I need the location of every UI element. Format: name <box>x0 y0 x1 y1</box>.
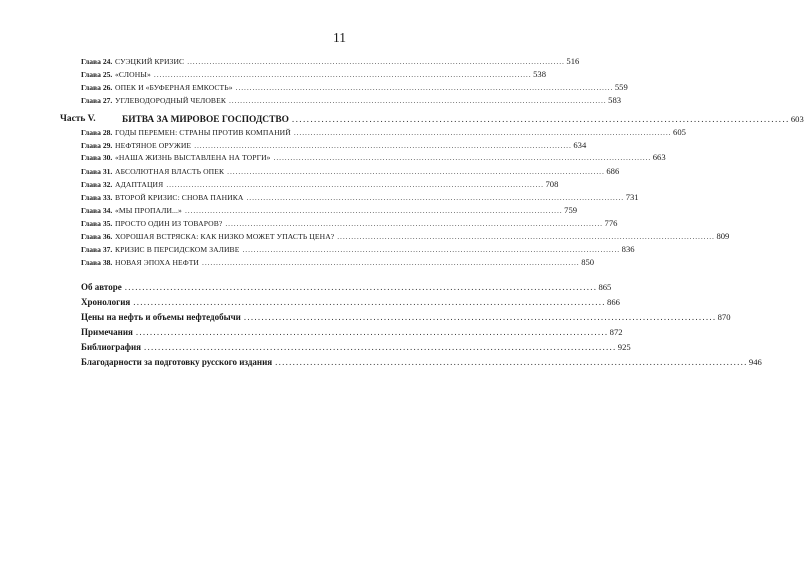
leader-dots <box>275 357 746 367</box>
chapter-page: 583 <box>608 95 622 105</box>
chapter-page: 850 <box>581 257 595 267</box>
toc-chapter-38[interactable] <box>81 257 595 267</box>
chapter-page: 776 <box>604 218 618 228</box>
chapter-title: «МЫ ПРОПАЛИ...» <box>115 206 182 215</box>
chapter-prefix: Глава 24. <box>81 57 113 66</box>
toc-chapter-33[interactable] <box>81 192 639 202</box>
leader-dots <box>144 342 615 352</box>
toc-chapter-36[interactable] <box>81 231 730 241</box>
toc-chapter-25[interactable] <box>81 69 546 79</box>
toc-chapter-37[interactable] <box>81 244 635 254</box>
toc-chapter-27[interactable] <box>81 95 622 105</box>
chapter-title: ХОРОШАЯ ВСТРЯСКА: КАК НИЗКО МОЖЕТ УПАСТЬ ЦЕНА? <box>115 232 335 241</box>
leader-dots <box>229 96 605 105</box>
leader-dots <box>194 141 570 150</box>
chapter-prefix: Глава 28. <box>81 128 113 137</box>
toc-chapter-24[interactable] <box>81 56 580 66</box>
leader-dots <box>187 57 563 66</box>
section-title: Хронология <box>81 297 131 307</box>
chapter-title: «НАША ЖИЗНЬ ВЫСТАВЛЕНА НА ТОРГИ» <box>115 153 271 162</box>
toc-notes[interactable] <box>81 327 623 337</box>
toc-bibliography[interactable] <box>81 342 631 352</box>
chapter-prefix: Глава 38. <box>81 258 113 267</box>
section-page: 865 <box>598 282 612 292</box>
chapter-page: 731 <box>625 192 639 202</box>
leader-dots <box>337 232 713 241</box>
chapter-page: 809 <box>716 231 730 241</box>
chapter-prefix: Глава 25. <box>81 70 113 79</box>
part-label: Часть V. <box>60 114 96 124</box>
section-page: 946 <box>748 357 762 367</box>
toc-chapter-30[interactable] <box>81 152 666 162</box>
leader-dots <box>242 245 618 254</box>
section-title: Благодарности за подготовку русского издания <box>81 357 273 367</box>
chapter-page: 559 <box>614 82 628 92</box>
chapter-title: СУЭЦКИЙ КРИЗИС <box>115 57 185 66</box>
leader-dots <box>292 115 788 125</box>
chapter-title: ГОДЫ ПЕРЕМЕН: СТРАНЫ ПРОТИВ КОМПАНИЙ <box>115 128 291 137</box>
chapter-prefix: Глава 26. <box>81 83 113 92</box>
chapter-title: НОВАЯ ЭПОХА НЕФТИ <box>115 258 200 267</box>
page-number: 11 <box>333 30 346 45</box>
leader-dots <box>185 206 561 215</box>
chapter-title: АБСОЛЮТНАЯ ВЛАСТЬ ОПЕК <box>115 167 225 176</box>
chapter-page: 686 <box>606 166 620 176</box>
toc-chapter-26[interactable] <box>81 82 628 92</box>
chapter-prefix: Глава 37. <box>81 245 113 254</box>
chapter-prefix: Глава 31. <box>81 167 113 176</box>
chapter-title: ПРОСТО ОДИН ИЗ ТОВАРОВ? <box>115 219 223 228</box>
toc-chapter-28[interactable] <box>81 127 686 137</box>
toc-oil-prices[interactable] <box>81 312 731 322</box>
toc-about-author[interactable] <box>81 282 612 292</box>
toc-chronology[interactable] <box>81 297 620 307</box>
chapter-page: 663 <box>652 152 666 162</box>
leader-dots <box>244 312 715 322</box>
leader-dots <box>136 327 607 337</box>
chapter-title: КРИЗИС В ПЕРСИДСКОМ ЗАЛИВЕ <box>115 245 240 254</box>
section-page: 872 <box>609 327 623 337</box>
chapter-title: ВТОРОЙ КРИЗИС: СНОВА ПАНИКА <box>115 193 244 202</box>
section-page: 870 <box>717 312 731 322</box>
part-title: БИТВА ЗА МИРОВОЕ ГОСПОДСТВО <box>122 115 289 125</box>
toc-acknowledgements[interactable] <box>81 357 762 367</box>
chapter-title: УГЛЕВОДОРОДНЫЙ ЧЕЛОВЕК <box>115 96 226 105</box>
part-page: 603 <box>790 114 804 124</box>
leader-dots <box>166 180 542 189</box>
chapter-page: 634 <box>573 140 587 150</box>
chapter-prefix: Глава 34. <box>81 206 113 215</box>
leader-dots <box>133 297 604 307</box>
chapter-page: 836 <box>621 244 635 254</box>
chapter-prefix: Глава 35. <box>81 219 113 228</box>
chapter-title: АДАПТАЦИЯ <box>115 180 164 189</box>
chapter-prefix: Глава 32. <box>81 180 113 189</box>
leader-dots <box>225 219 601 228</box>
chapter-page: 516 <box>566 56 580 66</box>
toc-chapter-31[interactable] <box>81 166 620 176</box>
chapter-title: «СЛОНЫ» <box>115 70 151 79</box>
chapter-page: 759 <box>564 205 578 215</box>
leader-dots <box>125 282 596 292</box>
chapter-page: 708 <box>545 179 559 189</box>
section-title: Библиография <box>81 342 142 352</box>
leader-dots <box>202 258 578 267</box>
section-title: Цены на нефть и объемы нефтедобычи <box>81 312 241 322</box>
leader-dots <box>294 128 670 137</box>
toc-part-v[interactable] <box>0 114 804 125</box>
chapter-title: ОПЕК И «БУФЕРНАЯ ЕМКОСТЬ» <box>115 83 233 92</box>
leader-dots <box>154 70 530 79</box>
chapter-prefix: Глава 29. <box>81 141 113 150</box>
section-title: Об авторе <box>81 282 122 292</box>
leader-dots <box>274 153 650 162</box>
chapter-page: 538 <box>533 69 546 79</box>
section-page: 866 <box>607 297 620 307</box>
chapter-prefix: Глава 33. <box>81 193 113 202</box>
section-page: 925 <box>617 342 631 352</box>
toc-chapter-29[interactable] <box>81 140 587 150</box>
chapter-page: 605 <box>673 127 686 137</box>
leader-dots <box>236 83 612 92</box>
chapter-prefix: Глава 36. <box>81 232 113 241</box>
toc-chapter-32[interactable] <box>81 179 559 189</box>
chapter-title: НЕФТЯНОЕ ОРУЖИЕ <box>115 141 192 150</box>
chapter-prefix: Глава 30. <box>81 153 113 162</box>
section-title: Примечания <box>81 327 133 337</box>
leader-dots <box>247 193 623 202</box>
chapter-prefix: Глава 27. <box>81 96 113 105</box>
toc-chapter-35[interactable] <box>81 218 618 228</box>
toc-chapter-34[interactable] <box>81 205 578 215</box>
leader-dots <box>227 167 603 176</box>
